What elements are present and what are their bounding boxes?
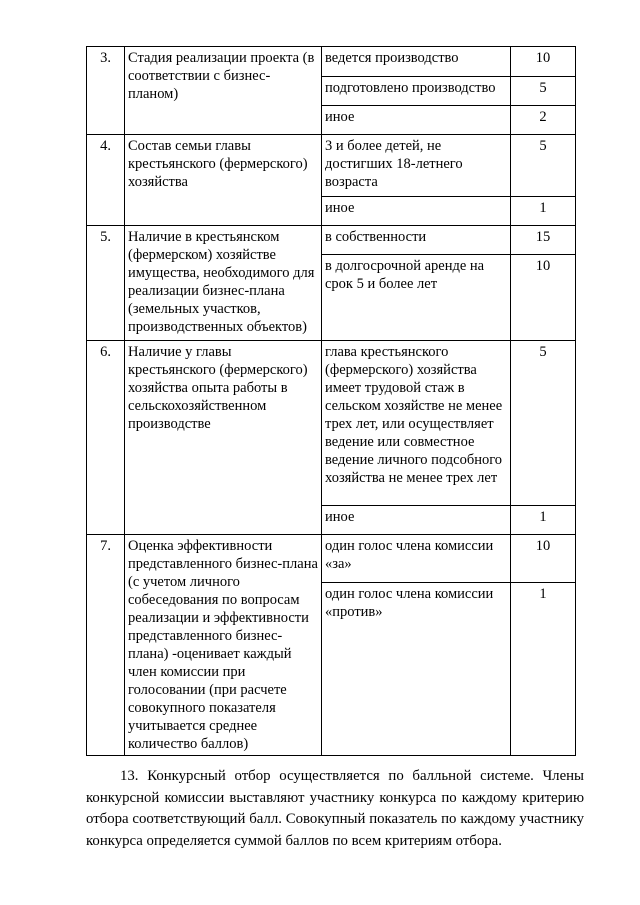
option-cell: в долгосрочной аренде на срок 5 и более лет (322, 255, 511, 341)
score-cell: 15 (511, 226, 576, 255)
table-row (87, 47, 576, 77)
criterion-cell: Стадия реализации проекта (в соответствии с бизнес-планом) (125, 47, 322, 135)
option-cell: иное (322, 506, 511, 535)
score-cell: 10 (511, 47, 576, 77)
option-cell: подготовлено производство (322, 77, 511, 106)
table-row (87, 226, 576, 255)
table-row (87, 135, 576, 197)
score-cell: 1 (511, 506, 576, 535)
table-row (87, 535, 576, 583)
option-cell: иное (322, 106, 511, 135)
score-cell: 10 (511, 255, 576, 341)
option-cell: один голос члена комиссии «за» (322, 535, 511, 583)
criterion-cell: Наличие в крестьянском (фермерском) хозяйстве имущества, необходимого для реализации бизнес-плана (земельных участков, производственных объектов) (125, 226, 322, 341)
option-cell: один голос члена комиссии «против» (322, 582, 511, 755)
score-cell: 5 (511, 341, 576, 506)
criterion-cell: Наличие у главы крестьянского (фермерского) хозяйства опыта работы в сельскохозяйственном производстве (125, 341, 322, 535)
score-cell: 10 (511, 535, 576, 583)
option-cell: в собственности (322, 226, 511, 255)
score-cell: 5 (511, 135, 576, 197)
row-number: 5. (87, 226, 125, 341)
table-row (87, 341, 576, 506)
score-cell: 2 (511, 106, 576, 135)
criterion-cell: Состав семьи главы крестьянского (фермерского) хозяйства (125, 135, 322, 226)
criterion-cell: Оценка эффективности представленного бизнес-плана (с учетом личного собеседования по вопросам реализации и эффективности представленного бизнес-плана) -оценивает каждый член комиссии при голосовании (при расчете совокупного показателя учитывается среднее количество баллов) (125, 535, 322, 756)
score-cell: 1 (511, 582, 576, 755)
score-cell: 5 (511, 77, 576, 106)
option-cell: 3 и более детей, не достигших 18-летнего возраста (322, 135, 511, 197)
option-cell: глава крестьянского (фермерского) хозяйства имеет трудовой стаж в сельском хозяйстве не менее трех лет, или осуществляет ведение или совместное ведение личного подсобного хозяйства не менее трех лет (322, 341, 511, 506)
criteria-table (86, 46, 576, 756)
row-number: 3. (87, 47, 125, 135)
row-number: 7. (87, 535, 125, 756)
paragraph-13: 13. Конкурсный отбор осуществляется по балльной системе. Члены конкурсной комиссии выставляют участнику конкурса по каждому критерию отбора соответствующий балл. Совокупный показатель по каждому участнику конкурса определяется суммой баллов по всем критериям отбора. (86, 768, 584, 849)
option-cell: ведется производство (322, 47, 511, 77)
score-cell: 1 (511, 197, 576, 226)
row-number: 6. (87, 341, 125, 535)
row-number: 4. (87, 135, 125, 226)
option-cell: иное (322, 197, 511, 226)
